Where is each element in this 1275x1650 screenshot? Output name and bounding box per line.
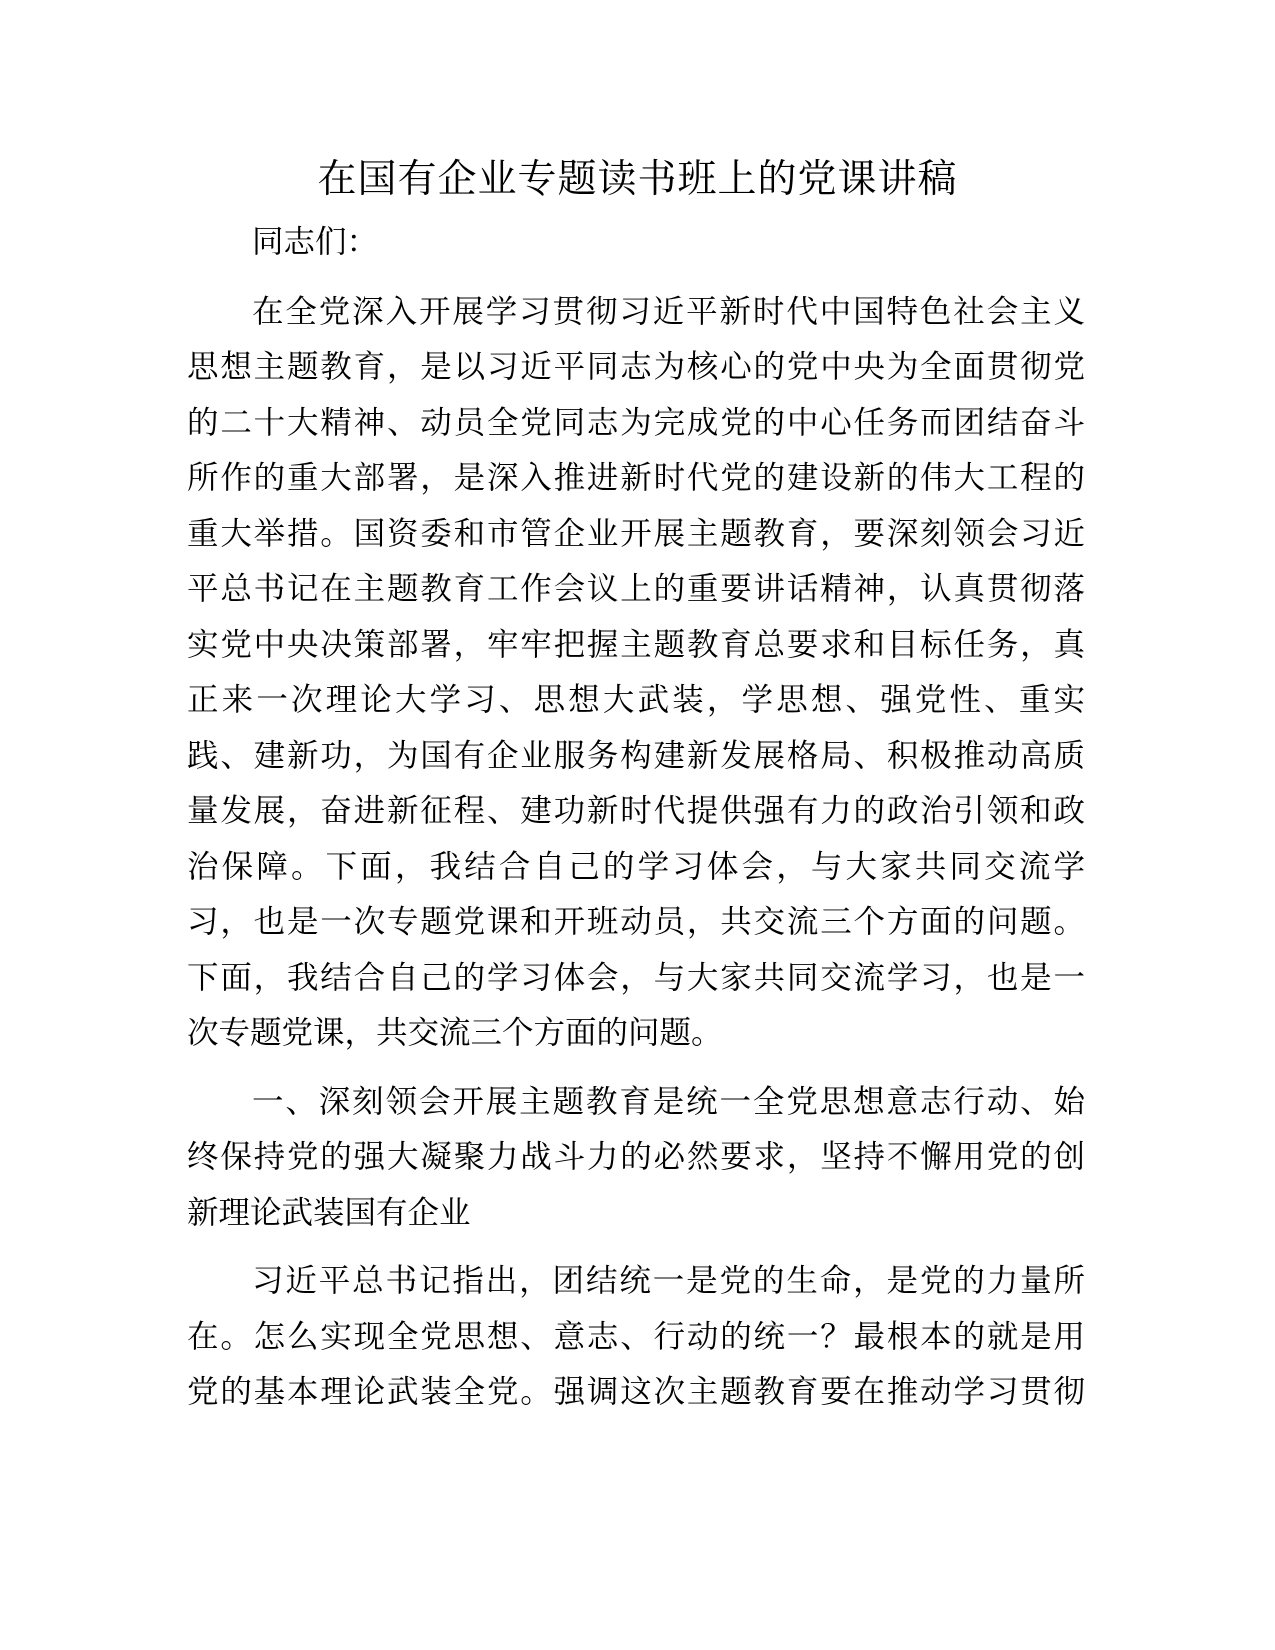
paragraph-1-line-14: 次专题党课，共交流三个方面的问题。 — [187, 1015, 723, 1051]
section-1-heading-line-2: 终保持党的强大凝聚力战斗力的必然要求，坚持不懈用党的创 — [187, 1139, 1085, 1175]
paragraph-1-line-3: 的二十大精神、动员全党同志为完成党的中心任务而团结奋斗 — [187, 405, 1085, 441]
paragraph-1-line-11: 治保障。下面，我结合自己的学习体会，与大家共同交流学 — [187, 849, 1085, 885]
paragraph-3-line-1: 习近平总书记指出，团结统一是党的生命，是党的力量所 — [252, 1263, 1085, 1299]
paragraph-1-line-4: 所作的重大部署，是深入推进新时代党的建设新的伟大工程的 — [187, 460, 1085, 496]
section-1-heading-line-1: 一、深刻领会开展主题教育是统一全党思想意志行动、始 — [252, 1084, 1085, 1120]
paragraph-1-line-9: 践、建新功，为国有企业服务构建新发展格局、积极推动高质 — [187, 738, 1085, 774]
section-1-heading-line-3: 新理论武装国有企业 — [187, 1195, 471, 1231]
paragraph-1-line-1: 在全党深入开展学习贯彻习近平新时代中国特色社会主义 — [252, 294, 1085, 330]
paragraph-1-line-2: 思想主题教育，是以习近平同志为核心的党中央为全面贯彻党 — [187, 349, 1085, 385]
paragraph-1-line-5: 重大举措。国资委和市管企业开展主题教育，要深刻领会习近 — [187, 516, 1085, 552]
paragraph-1-line-13: 下面，我结合自己的学习体会，与大家共同交流学习，也是一 — [187, 960, 1085, 996]
paragraph-3-line-2: 在。怎么实现全党思想、意志、行动的统一？最根本的就是用 — [187, 1319, 1085, 1355]
paragraph-1-line-6: 平总书记在主题教育工作会议上的重要讲话精神，认真贯彻落 — [187, 571, 1085, 607]
paragraph-1-line-7: 实党中央决策部署，牢牢把握主题教育总要求和目标任务，真 — [187, 627, 1085, 663]
paragraph-1-line-10: 量发展，奋进新征程、建功新时代提供强有力的政治引领和政 — [187, 793, 1085, 829]
salutation: 同志们： — [252, 224, 379, 260]
paragraph-1-line-12: 习，也是一次专题党课和开班动员，共交流三个方面的问题。 — [187, 904, 1085, 940]
paragraph-3-line-3: 党的基本理论武装全党。强调这次主题教育要在推动学习贯彻 — [187, 1374, 1085, 1410]
paragraph-1-line-8: 正来一次理论大学习、思想大武装，学思想、强党性、重实 — [187, 682, 1085, 718]
document-title: 在国有企业专题读书班上的党课讲稿 — [317, 157, 958, 202]
